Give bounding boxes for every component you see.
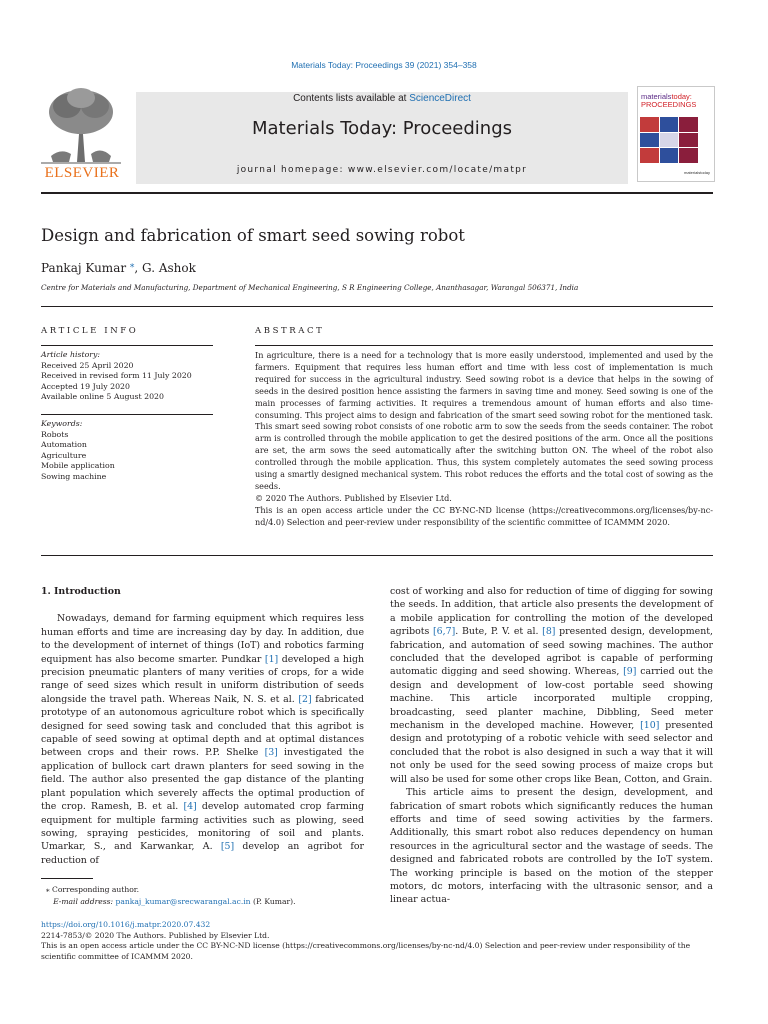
history-accepted: Accepted 19 July 2020	[41, 381, 130, 391]
section-heading-introduction: 1. Introduction	[41, 586, 121, 597]
abstract-body	[255, 350, 713, 529]
reference-link[interactable]: [2]	[298, 693, 312, 705]
page-footer	[41, 920, 713, 962]
corresponding-author-mark[interactable]: ⁎	[129, 260, 135, 270]
journal-title: Materials Today: Proceedings	[252, 118, 512, 139]
article-history	[41, 350, 213, 403]
reference-link[interactable]: [1]	[264, 653, 279, 665]
author-affiliation: Centre for Materials and Manufacturing, Department of Mechanical Engineering, S R Engineering College, Ananthasagar, Warangal 506371, India	[41, 283, 579, 292]
journal-citation[interactable]: Materials Today: Proceedings 39 (2021) 354–358	[291, 60, 477, 70]
cover-footer: materialstoday	[683, 170, 710, 175]
author-2[interactable]: , G. Ashok	[134, 261, 196, 275]
article-info-rule	[41, 345, 213, 346]
footer-license: This is an open access article under the CC BY-NC-ND license (https://creativecommons.org/licenses/by-nc-nd/4.0) Selection and peer-review under responsibility of the scientific committee of ICAMMM 2020.	[41, 941, 691, 961]
reference-link[interactable]: [9]	[623, 666, 637, 678]
footnote-rule	[41, 878, 93, 879]
sciencedirect-link[interactable]: ScienceDirect	[409, 93, 471, 104]
history-received: Received 25 April 2020	[41, 360, 134, 370]
footer-issn: 2214-7853/© 2020 The Authors. Published by Elsevier Ltd.	[41, 930, 270, 940]
email-label: E-mail address:	[53, 897, 116, 906]
column-right	[390, 585, 713, 907]
contents-line	[136, 93, 628, 104]
keywords-rule	[41, 414, 213, 415]
abstract-heading: ABSTRACT	[255, 326, 325, 336]
journal-header	[41, 82, 713, 184]
keywords	[41, 419, 213, 483]
intro-paragraph-2: cost of working and also for reduction of time of digging for sowing the seeds. In addition, that article also presents the development of a mobile application for controlling the motion of the developed agribots [6,7]. Bute, P. V. et al. [8] presented design, development, fabrication, and automation of seed sowing machines. The author concluded that the developed agribot is capable of performing automatic digging and seed showing. Whereas, [9] carried out the design and development of low-cost portable seed showing machine. This article incorporated multiple cropping, broadcasting, seed planter machine, Dibbling, Seed meter mechanism in the developed machine. However, [10] presented design and prototyping of a robotic vehicle with seed selector and concluded that the robot is also designed in such a way that it will not only be used for the seed sowing process of maize crops but will also be used for some other crops like Bean, Cotton, and Grain.	[390, 586, 713, 785]
cover-title-c: PROCEEDINGS	[641, 100, 697, 109]
keyword-item: Agriculture	[41, 450, 87, 460]
abstract-copyright: © 2020 The Authors. Published by Elsevier Ltd.	[255, 492, 452, 503]
doi-link[interactable]: https://doi.org/10.1016/j.matpr.2020.07.432	[41, 920, 211, 929]
cover-title	[641, 93, 696, 109]
keyword-item: Mobile application	[41, 461, 115, 471]
reference-link[interactable]: [5]	[220, 841, 235, 853]
author-1[interactable]: Pankaj Kumar	[41, 261, 127, 275]
reference-link[interactable]: [3]	[264, 747, 278, 759]
reference-link[interactable]: [10]	[640, 720, 660, 732]
email-suffix: (P. Kumar).	[250, 897, 296, 906]
footnote-corresponding	[41, 884, 295, 896]
article-history-label: Article history:	[41, 350, 101, 359]
article-title: Design and fabrication of smart seed sowing robot	[41, 226, 465, 245]
abstract-end-rule	[41, 555, 713, 556]
reference-link[interactable]: [8]	[542, 626, 556, 638]
history-revised: Received in revised form 11 July 2020	[41, 371, 192, 381]
abstract-rule	[255, 345, 713, 346]
keyword-item: Sowing machine	[41, 471, 107, 481]
contents-prefix: Contents lists available at	[293, 93, 410, 104]
reference-link[interactable]: [4]	[183, 801, 197, 813]
header-rule	[41, 192, 713, 194]
keyword-item: Robots	[41, 429, 69, 439]
cover-title-b: today:	[671, 92, 692, 101]
author-email-link[interactable]: pankaj_kumar@srecwarangal.ac.in	[115, 897, 251, 906]
affiliation-rule	[41, 306, 713, 307]
footnote	[41, 884, 295, 908]
footnote-corresponding-text: Corresponding author.	[52, 885, 139, 894]
cover-title-a: materials	[641, 92, 672, 101]
article-authors	[41, 260, 196, 275]
footnote-email	[41, 896, 295, 908]
footnote-mark: ⁎	[45, 885, 50, 894]
reference-link[interactable]: [6,7]	[433, 626, 456, 638]
history-online: Available online 5 August 2020	[41, 392, 164, 402]
abstract-license: This is an open access article under the CC BY-NC-ND license (https://creativecommons.org/licenses/by-nc-nd/4.0) Selection and peer-review under responsibility of the scientific committee of ICAMMM 2020.	[255, 504, 713, 527]
journal-masthead	[136, 92, 628, 184]
journal-homepage[interactable]: journal homepage: www.elsevier.com/locate/matpr	[236, 165, 528, 175]
column-left	[41, 585, 364, 867]
elsevier-tree-logo	[41, 84, 121, 182]
abstract-text: In agriculture, there is a need for a technology that is more easily understood, implemented and used by the farmers. Equipment that requires less human effort and time with less cost of implementation is much required for success in the agricultural industry. Seed sowing robot is a device that helps in the sowing of seeds in the desired position hence assisting the farmers in saving time and money. Seed sowing is one of the main processes of farming activities. It requires a tremendous amount of human efforts and also time-consuming. This project aims to design and fabrication of the smart seed sowing robot for the mentioned task. This smart seed sowing robot consists of one robotic arm to sow the seeds from the seeds container. The robot arm is controlled through the mobile application to get the desired positions of the arm. Once all the positions are set, the arm sows the seed automatically after the switching button ON. The wheel of the robot also controlled through the mobile application. Thus, this system completely automates the seed sowing process using a smartly designed mechanical system. This robot reduces the efforts and the total cost of sowing as the seeds.	[255, 350, 713, 491]
intro-paragraph-1: Nowadays, demand for farming equipment which requires less human efforts and time are increasing day by day. In addition, due to the development of internet of things (IoT) and robotics farming equipment has also become smarter. Pundkar [1] developed a high precision pneumatic planters of many verities of crops, for a wide range of seed sizes which result in uniform distribution of seeds alongside the travel path. Whereas Naik, N. S. et al. [2] fabricated prototype of an autonomous agriculture robot which is specifically designed for seed sowing task and concluded that this agribot is capable of seed sowing at optimal depth and at optimal distances between crops and their rows. P.P. Shelke [3] investigated the application of bullock cart drawn planters for seed sowing in the field. The author also presented the gap distance of the planting plant population which severely affects the optimal production of the crop. Ramesh, B. et al. [4] develop automated crop farming equipment for multiple farming activities such as plowing, seed sowing, spraying pesticides, monitoring of soil and plants. Umarkar, S., and Karwankar, A. [5] develop an agribot for reduction of	[41, 613, 364, 866]
keywords-label: Keywords:	[41, 419, 83, 428]
intro-paragraph-3: This article aims to present the design, development, and fabrication of smart robots which significantly reduces the human efforts and time of seed sowing activities by the farmers. Additionally, this smart robot also reduces dependency on human resources in the agricultural sector and the wastage of seeds. The designed and fabricated robots are controlled by the IoT system. The working principle is based on the motion of the stepper motors, dc motors, interfacing with the ultrasonic sensor, and a linear actua-	[390, 787, 713, 906]
cover-image-grid	[640, 117, 698, 163]
article-info-heading: ARTICLE INFO	[41, 326, 139, 336]
journal-cover-image	[637, 86, 715, 182]
keyword-item: Automation	[41, 440, 87, 450]
publisher-wordmark: ELSEVIER	[44, 165, 120, 181]
